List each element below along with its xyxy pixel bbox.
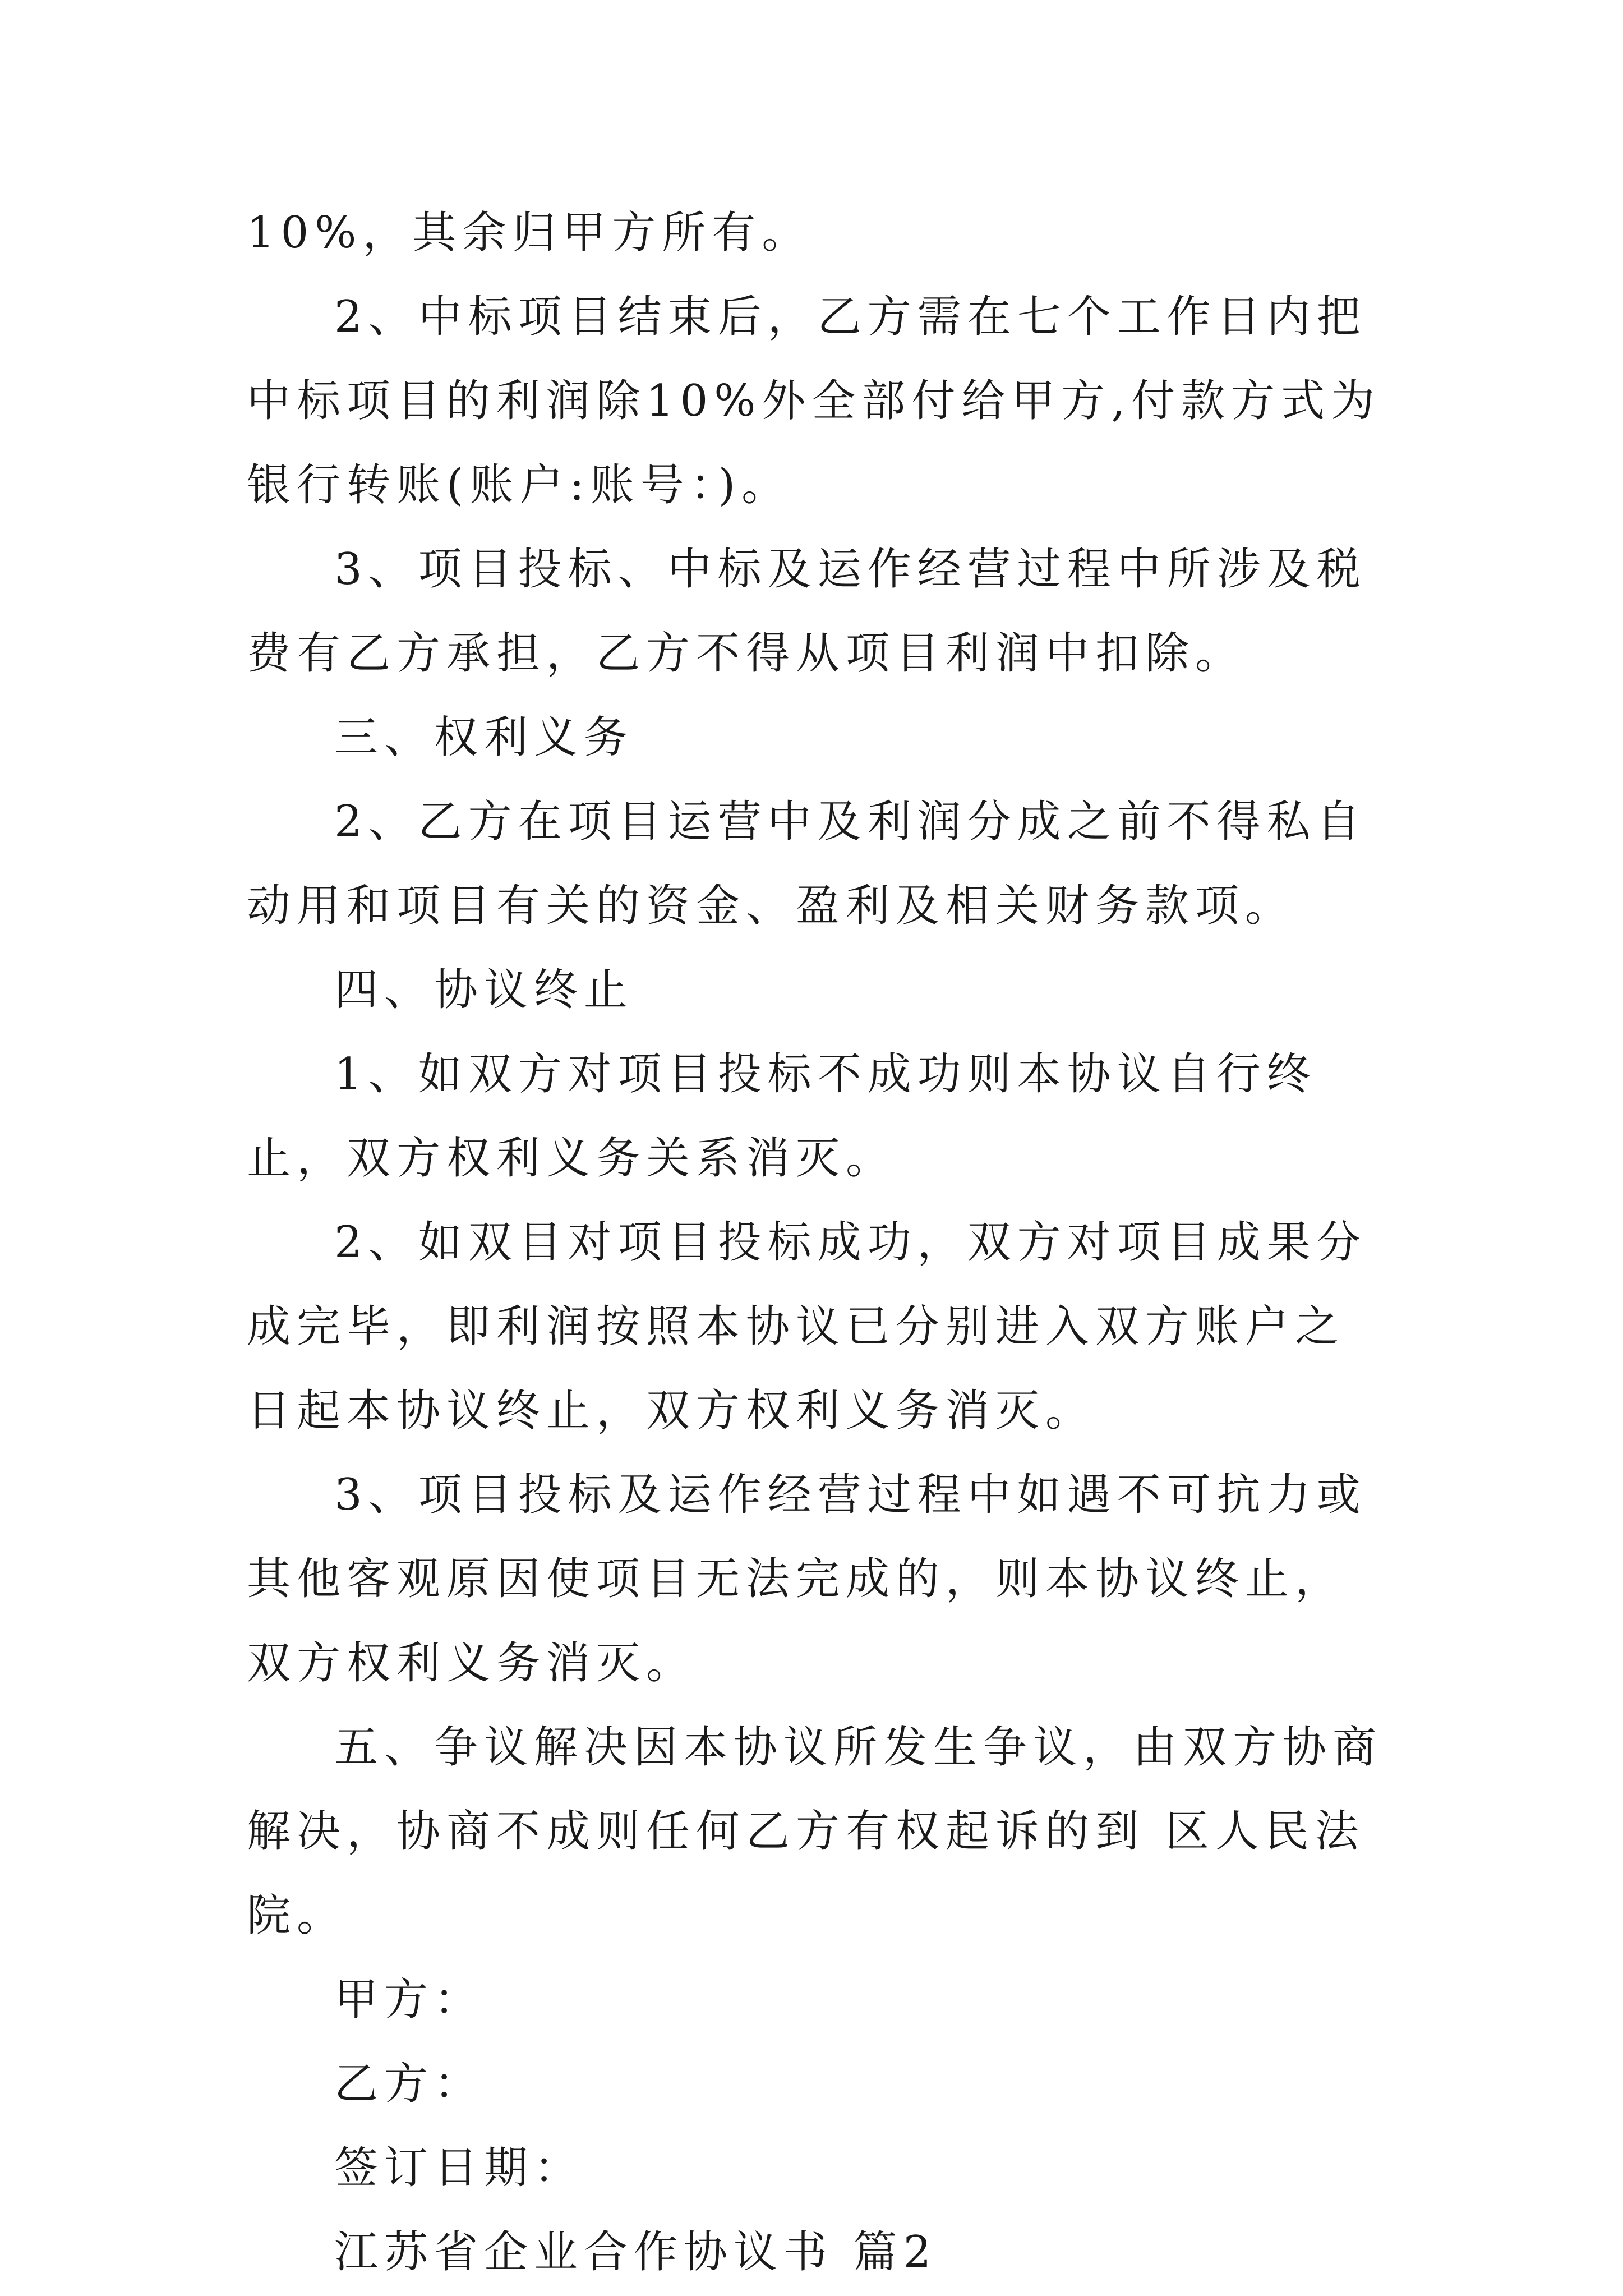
paragraph-clause-2-payment: 2、中标项目结束后，乙方需在七个工作日内把中标项目的利润除10%外全部付给甲方,付款方式为银行转账(账户:账号：)。 [247,292,1381,510]
paragraph-termination-clause-3: 3、项目投标及运作经营过程中如遇不可抗力或其他客观原因使项目无法完成的，则本协议终止，双方权利义务消灭。 [247,1470,1367,1688]
paragraph-dispute-resolution: 五、争议解决因本协议所发生争议，由双方协商解决，协商不成则任何乙方有权起诉的到 区人民法院。 [247,1722,1383,1941]
paragraph-rights-clause-2: 2、乙方在项目运营中及利润分成之前不得私自动用和项目有关的资金、盈利及相关财务款项。 [247,797,1367,931]
paragraph-termination-clause-1: 1、如双方对项目投标不成功则本协议自行终止，双方权利义务关系消灭。 [247,1049,1317,1184]
paragraph-continuation: 10%，其余归甲方所有。 [247,208,812,258]
signature-party-a: 甲方： [334,1975,485,2025]
signing-date: 签订日期： [334,2143,584,2193]
signature-party-b: 乙方： [334,2059,485,2109]
paragraph-termination-clause-2: 2、如双目对项目投标成功，双方对项目成果分成完毕，即利润按照本协议已分别进入双方账户之日起本协议终止，双方权利义务消灭。 [247,1217,1367,1436]
section-heading-termination: 四、协议终止 [334,965,634,1015]
section-heading-rights: 三、权利义务 [334,712,634,763]
paragraph-clause-3-taxes: 3、项目投标、中标及运作经营过程中所涉及税费有乙方承担，乙方不得从项目利润中扣除。 [247,544,1367,679]
next-section-title: 江苏省企业合作协议书 篇2 [334,2227,938,2277]
document-body [247,191,1391,2294]
